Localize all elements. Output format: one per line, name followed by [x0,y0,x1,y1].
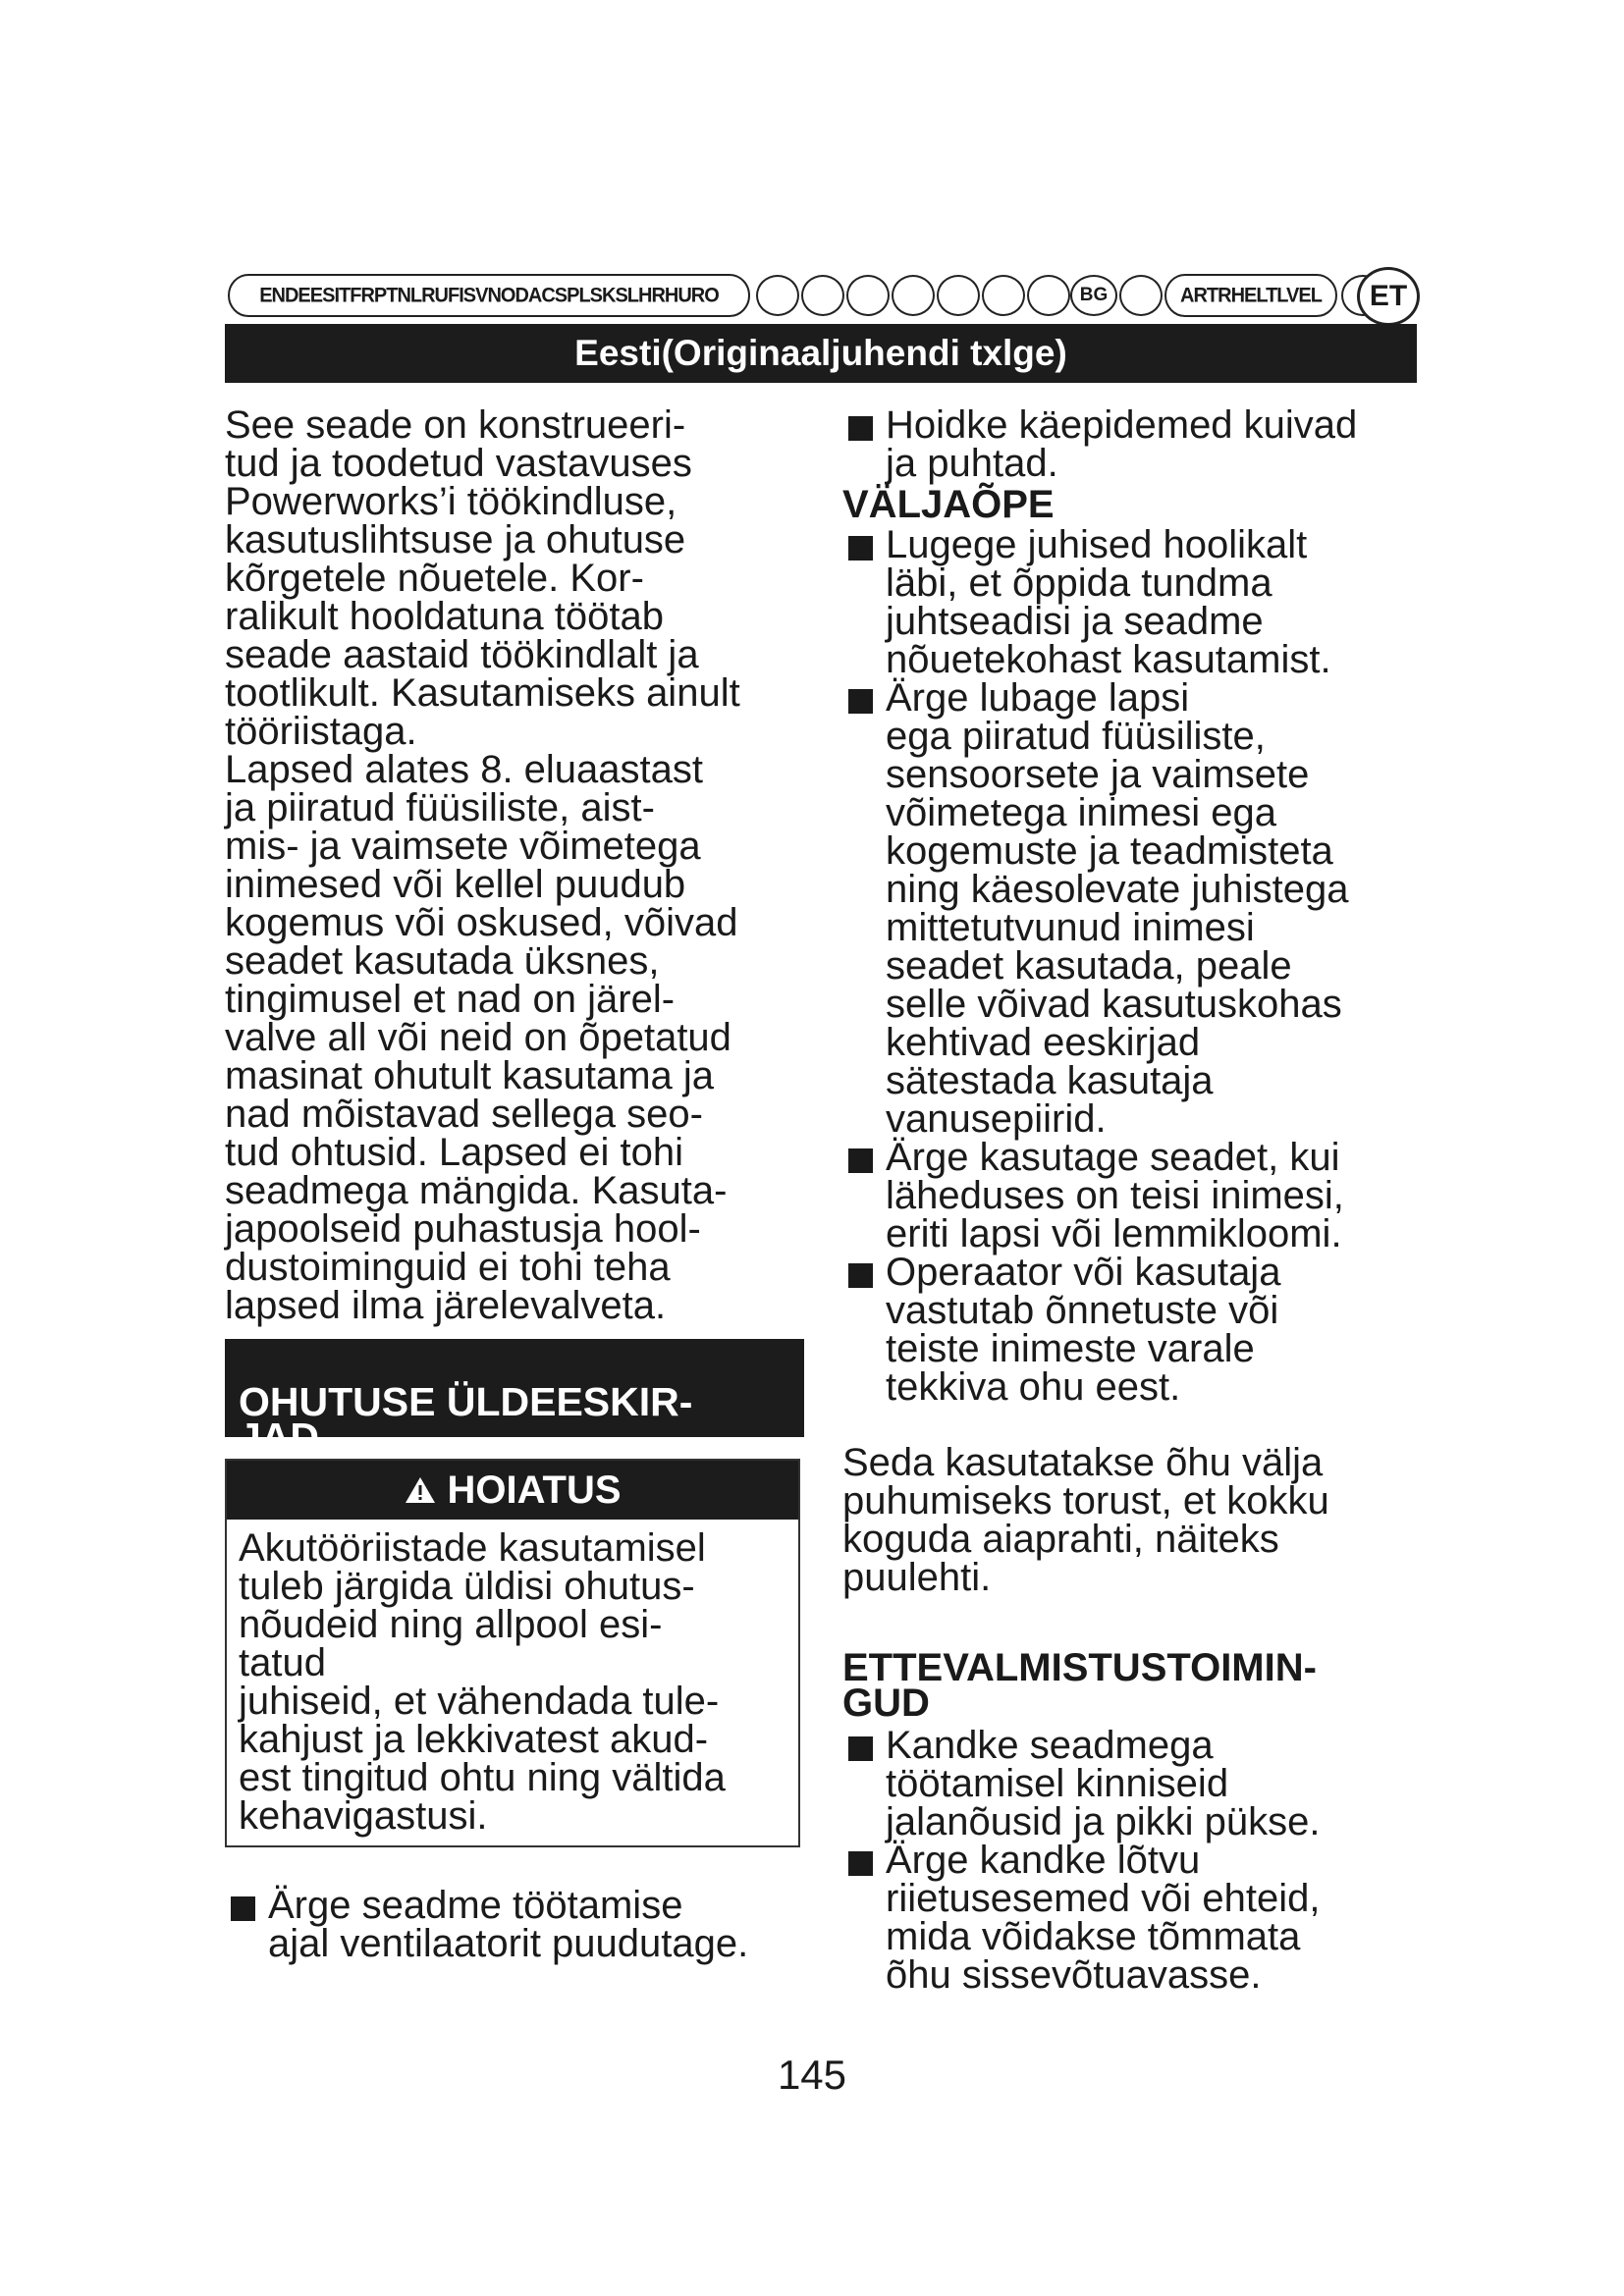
warning-header [227,1461,798,1520]
training-bullet: Operaator või kasutaja vastutab õnnetuste või teiste inimeste varale tekkiva ohu eest. [842,1254,1422,1407]
use-paragraph: Seda kasutatakse õhu välja puhumiseks torust, et kokku koguda aiaprahti, näiteks puulehti. [842,1441,1329,1599]
lang-active-tab[interactable] [1357,267,1420,326]
preparation-bullet: Kandke seadmega töötamisel kinniseid jalanõusid ja pikki pükse. [842,1727,1422,1842]
lang-circle[interactable] [1119,275,1163,316]
lang-group-3[interactable] [1164,274,1337,317]
lang-circle[interactable] [982,275,1025,316]
warning-box [225,1459,800,1847]
lang-active-label: ET [1369,280,1408,312]
training-bullet: Ärge kasutage seadet, kui läheduses on teisi inimesi, eriti lapsi või lemmikloomi. [842,1139,1422,1254]
lang-circle[interactable] [892,275,935,316]
training-heading: VÄLJAÕPE [842,483,1055,526]
lang-circle[interactable] [1027,275,1070,316]
lang-group-1[interactable] [228,274,750,317]
training-bullet: Lugege juhised hoolikalt läbi, et õppida tundma juhtseadisi ja seadme nõuetekohast kasutamist. [842,526,1422,679]
safety-section-title: OHUTUSE ÜLDEESKIR- JAD [239,1379,693,1460]
intro-paragraph: See seade on konstrueeri- tud ja toodetud vastavuses Powerworks’i töökindluse, kasutuslihtsuse ja ohutuse kõrgetele nõuetele. Kor- ralikult hooldatuna töötab seade aastaid töökindlalt ja tootlikult. Kasutamiseks ainult tööriistaga. [225,403,740,753]
lang-circle[interactable] [756,275,799,316]
page-title: Eesti(Originaaljuhendi txlge) [574,333,1067,373]
page-title-bar [225,324,1417,383]
training-bullet: Ärge lubage lapsi ega piiratud füüsiliste, sensoorsete ja vaimsete võimetega inimesi ega kogemuste ja teadmisteta ning käesolevate juhistega mittetutvunud inimesi seadet kasutada, peale selle võivad kasutuskohas kehtivad eeskirjad sätestada kasutaja vanusepiirid. [842,679,1422,1139]
bullet-handles: Hoidke käepidemed kuivad ja puhtad. [842,406,1422,483]
lang-group-1-label: ENDEESITFRPTNLRUFISVNODACSPLSKSLHRHURO [259,283,719,307]
page-number: 145 [777,2052,847,2098]
warning-triangle-icon [404,1475,437,1505]
lang-circle[interactable] [937,275,980,316]
lang-circle[interactable] [846,275,890,316]
warning-text: Akutööriistade kasutamisel tuleb järgida üldisi ohutus- nõudeid ning allpool esi- tatud juhiseid, et vähendada tule- kahjust ja lekkivatest akud- est tingitud ohtu ning vältida kehavigastusi. [239,1526,726,1838]
preparation-bullet: Ärge kandke lõtvu riietusesemed või ehteid, mida võidakse tõmmata õhu sissevõtuavasse. [842,1842,1422,1995]
safety-section-heading [225,1339,804,1460]
bullet-fan: Ärge seadme töötamise ajal ventilaatorit puudutage. [225,1887,804,1963]
preparation-heading: ETTEVALMISTUSTOIMIN- GUD [842,1646,1317,1725]
lang-bg[interactable] [1070,275,1117,316]
language-tabs [228,267,1416,326]
right-column [842,403,1422,1997]
children-paragraph: Lapsed alates 8. eluaastast ja piiratud füüsiliste, aist- mis- ja vaimsete võimetega inimesed või kellel puudub kogemus või oskused, võivad seadet kasutada üksnes, tingimusel et nad on järel- valve all või neid on õpetatud masinat ohutult kasutama ja nad mõistavad sellega seo- tud ohtusid. Lapsed ei tohi seadmega mängida. Kasuta- japoolseid puhastusja hool- dustoiminguid ei tohi teha lapsed ilma järelevalveta. [225,748,738,1327]
left-column [225,403,804,1965]
lang-bg-label: BG [1079,285,1109,305]
warning-title: HOIATUS [447,1468,622,1512]
lang-circle[interactable] [801,275,844,316]
lang-group-3-label: ARTRHELTLVEL [1180,283,1322,307]
